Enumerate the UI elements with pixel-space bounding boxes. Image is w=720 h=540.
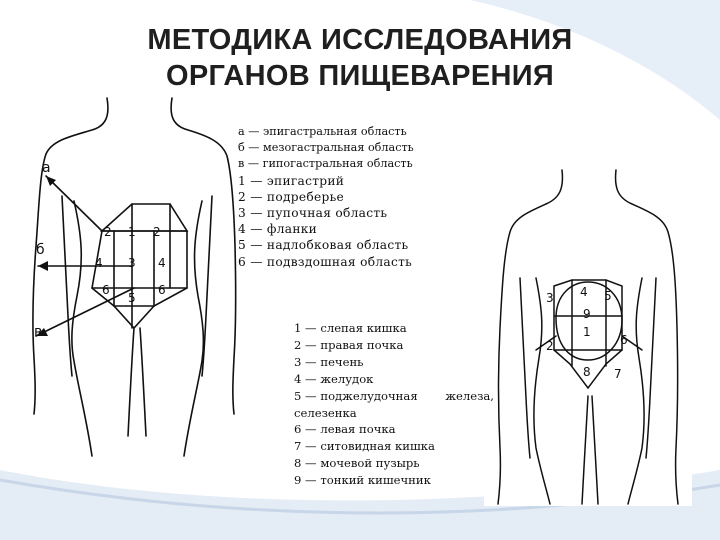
- organ-6: 6: [620, 333, 628, 347]
- organ-7: 7: [614, 367, 622, 381]
- organ-1: 1: [583, 325, 591, 339]
- label-b: б: [36, 242, 45, 258]
- organ-8: 8: [583, 365, 591, 379]
- organs-projection-figure: [484, 168, 692, 506]
- label-v: в: [34, 324, 43, 340]
- torso-organs-drawing: [484, 168, 692, 506]
- legend-item-part: железа,: [445, 388, 494, 403]
- region-6-right: 6: [158, 283, 166, 297]
- region-3: 3: [128, 256, 136, 270]
- organ-5: 5: [604, 289, 612, 303]
- abdominal-regions-figure: [22, 96, 241, 460]
- legend-item: в — гипогастральная область: [238, 157, 413, 171]
- legend-item: [294, 388, 494, 405]
- legend-item: 7 — ситовидная кишка: [294, 439, 435, 454]
- region-1: 1: [128, 225, 136, 239]
- legend-item: 6 — левая почка: [294, 422, 396, 437]
- region-6-left: 6: [102, 283, 110, 297]
- legend-item: б — мезогастральная область: [238, 141, 414, 155]
- legend-item: 6 — подвздошная область: [238, 254, 413, 269]
- region-2-left: 2: [104, 225, 112, 239]
- region-4-right: 4: [158, 256, 166, 270]
- organ-3: 3: [546, 291, 554, 305]
- legend-item: 4 — желудок: [294, 371, 374, 386]
- label-a: а: [42, 160, 51, 176]
- legend-item: 2 — подреберье: [238, 189, 345, 204]
- title-line-1: МЕТОДИКА ИССЛЕДОВАНИЯ: [147, 24, 573, 56]
- legend-item: 3 — печень: [294, 354, 364, 369]
- legend-item: 1 — слепая кишка: [294, 321, 407, 335]
- regions-legend: [238, 124, 414, 270]
- legend-item: селезенка: [294, 405, 357, 420]
- page-title: [100, 22, 620, 94]
- organ-4: 4: [580, 285, 588, 299]
- legend-item: 9 — тонкий кишечник: [294, 473, 431, 488]
- legend-item-part: 5 — поджелудочная: [294, 388, 418, 403]
- region-4-left: 4: [95, 256, 103, 270]
- region-5: 5: [128, 291, 136, 305]
- organ-2: 2: [546, 339, 554, 353]
- legend-item: а — эпигастральная область: [238, 125, 407, 138]
- organs-legend: [294, 320, 504, 489]
- legend-item: 2 — правая почка: [294, 337, 404, 352]
- legend-item: 4 — фланки: [238, 222, 318, 237]
- legend-item: 1 — эпигастрий: [238, 173, 345, 188]
- legend-item: 8 — мочевой пузырь: [294, 456, 420, 471]
- torso-regions-drawing: [22, 96, 241, 460]
- organ-9: 9: [583, 307, 591, 321]
- legend-item: 3 — пупочная область: [238, 206, 388, 221]
- legend-item: 5 — надлобковая область: [238, 238, 409, 253]
- region-2-right: 2: [153, 225, 161, 239]
- title-line-2: ОРГАНОВ ПИЩЕВАРЕНИЯ: [166, 60, 554, 92]
